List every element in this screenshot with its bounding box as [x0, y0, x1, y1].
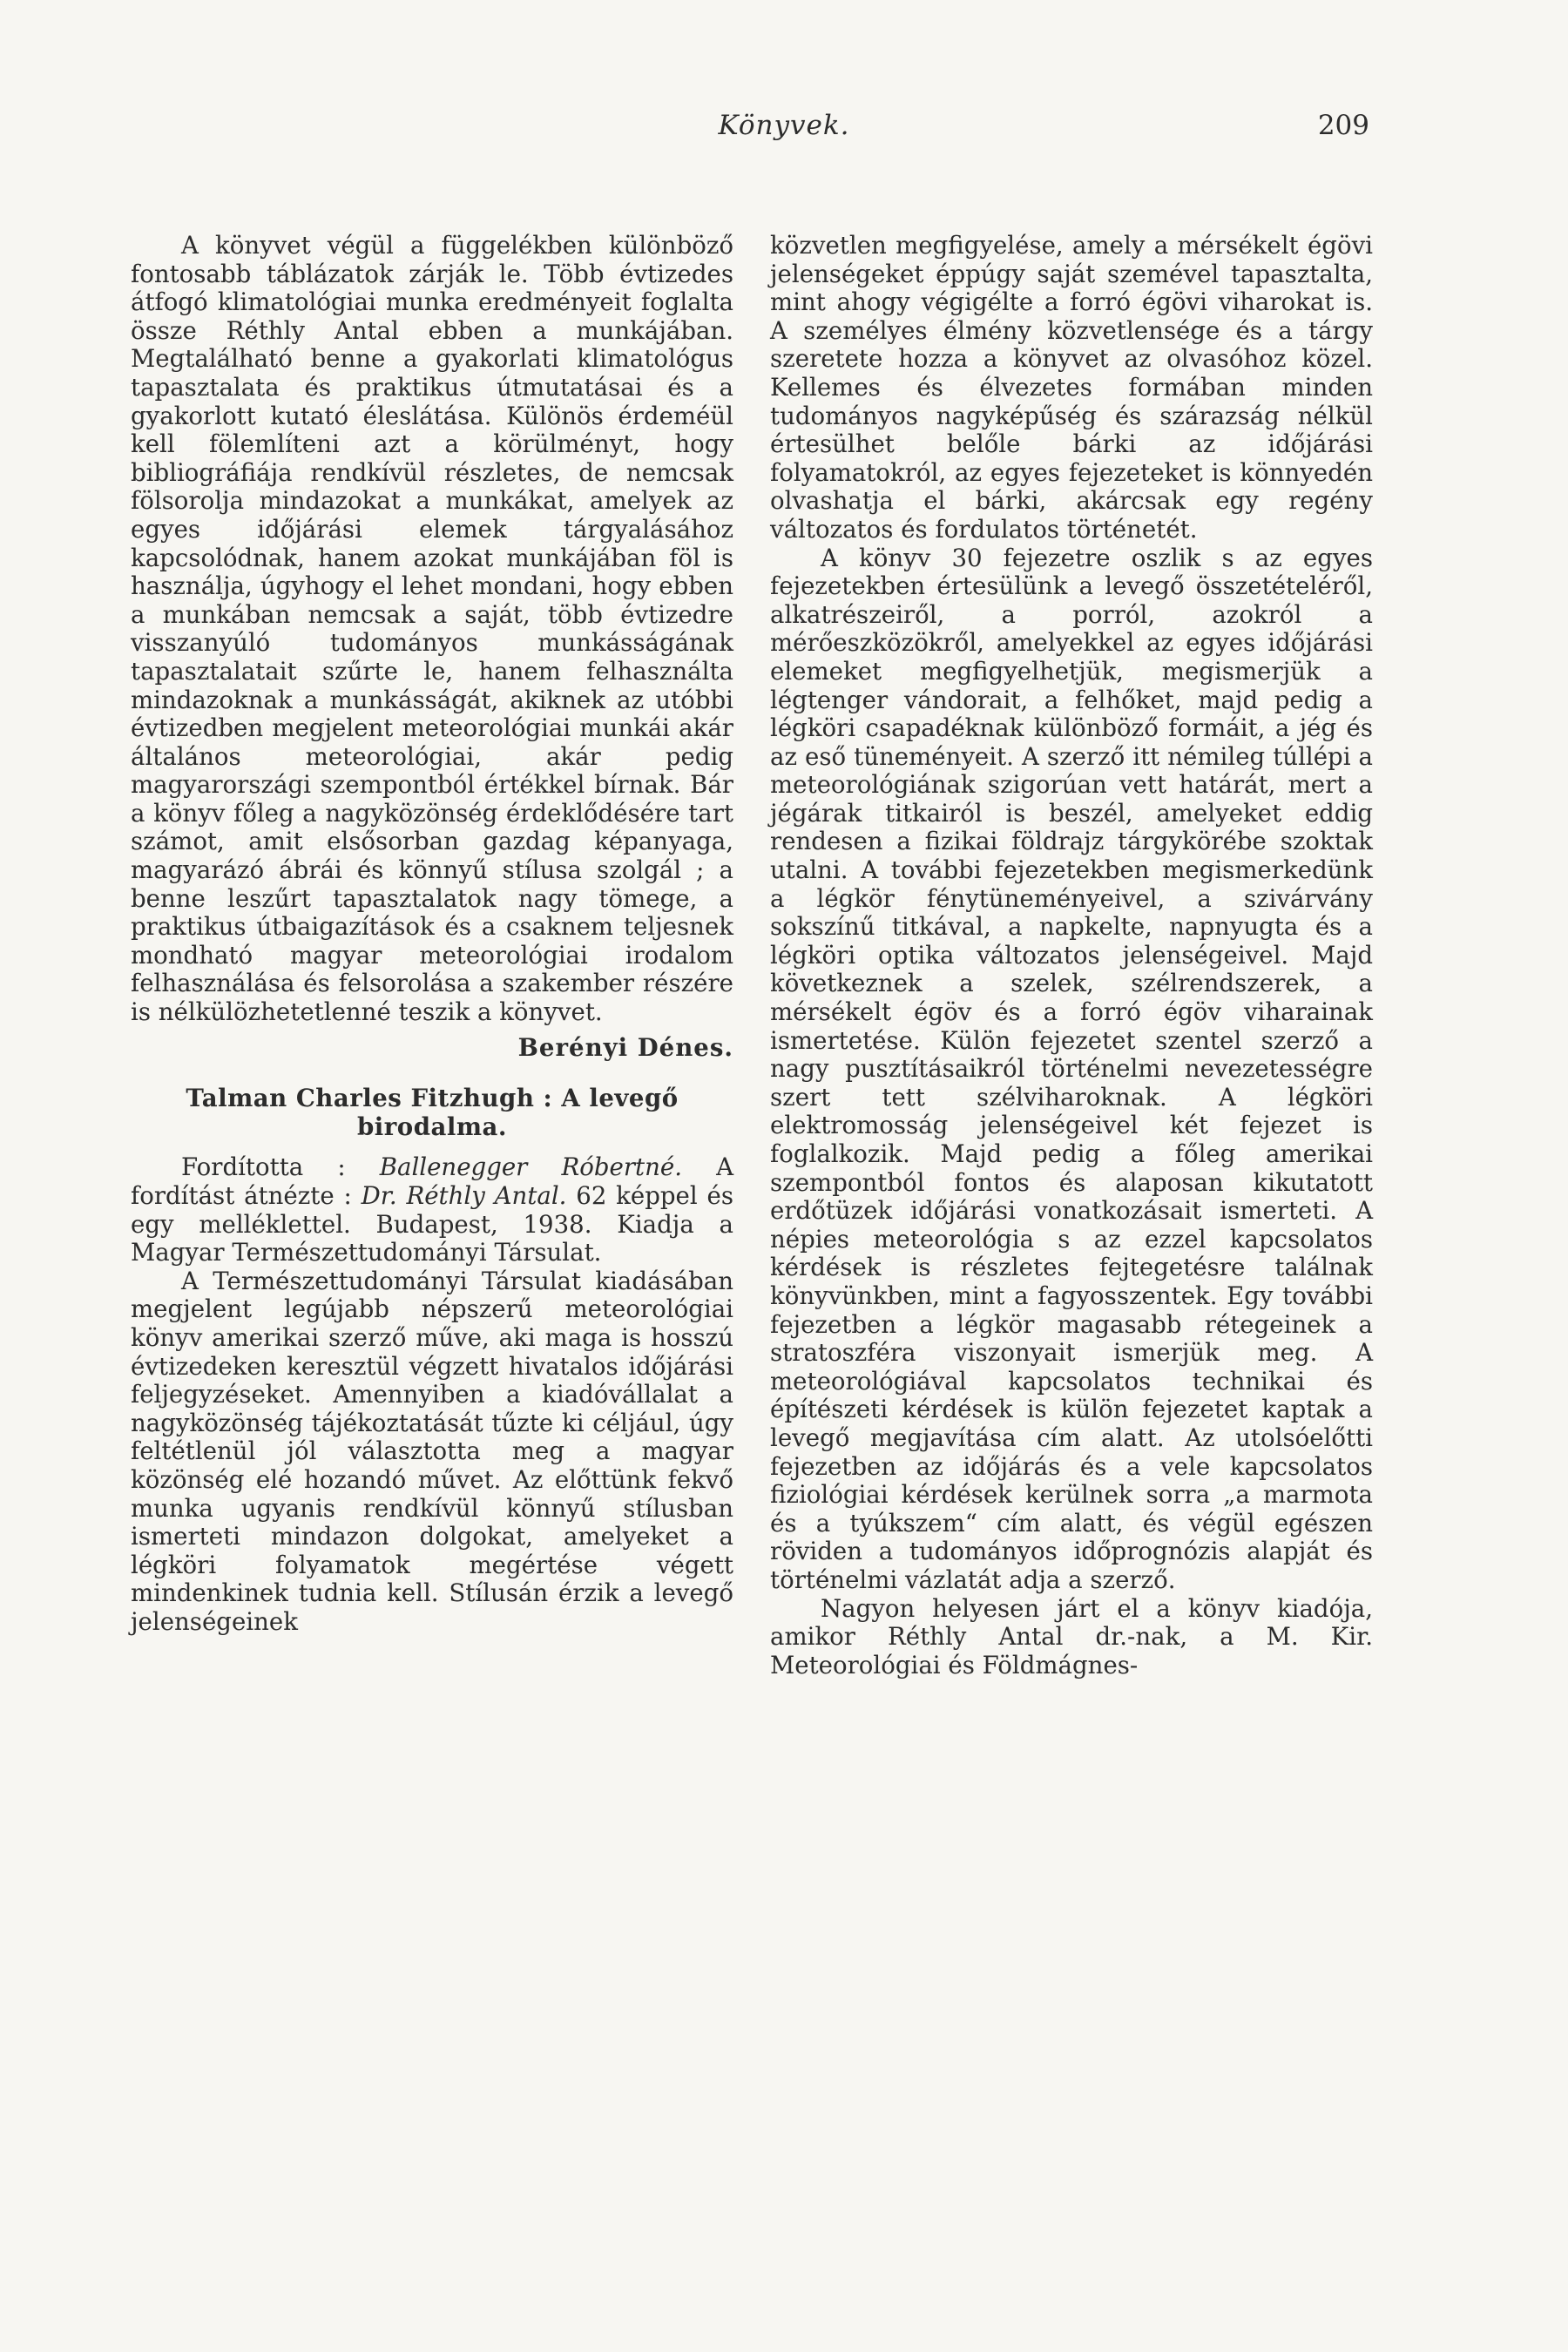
book-title-heading: [131, 1085, 733, 1141]
page-number: 209: [1317, 110, 1369, 141]
left-column: [131, 232, 733, 1637]
review-paragraph-continued: közvetlen megfigyelése, amely a mérsékelt égövi jelenségeket éppúgy saját szemével tapasztalta, mint ahogy végigélte a forró égövi viharokat is. A személyes élmény közvetlensége és a tárgy szeretete hozza a könyvet az olvasóhoz közel. Kellemes és élvezetes formában minden tudományos nagyképűség és szárazság nélkül értesülhet belőle bárki az időjárási folyamatokról, az egyes fejezeteket is könnyedén olvashatja el bárki, akárcsak egy regény változatos és fordulatos történetét.: [770, 231, 1373, 544]
running-title: Könyvek.: [718, 110, 850, 141]
running-head: [0, 110, 1568, 153]
book-title-line-2: birodalma.: [356, 1112, 508, 1141]
review-paragraph-publisher: Nagyon helyesen járt el a könyv kiadója, amikor Réthly Antal dr.-nak, a M. Kir. Meteorológiai és Földmágnes-: [770, 1593, 1373, 1680]
review-closing-paragraph: A könyvet végül a függelékben különböző fontosabb táblázatok zárják le. Több évtizedes átfogó klimatológiai munka eredményeit foglalta össze Réthly Antal ebben a munkájában. Megtalálható benne a gyakorlati klimatológus tapasztalata és praktikus útmutatásai és a gyakorlott kutató éleslátása. Különös érdeméül kell fölemlíteni azt a körülményt, hogy bibliográfiája rendkívül részletes, de nemcsak fölsorolja mindazokat a munkákat, amelyek az egyes időjárási elemek tárgyalásához kapcsolódnak, hanem azokat munkájában föl is használja, úgyhogy el lehet mondani, hogy ebben a munkában nemcsak a saját, több évtizedre visszanyúló tudományos munkásságának tapasztalatait szűrte le, hanem felhasználta mindazoknak a munkásságát, akiknek az utóbbi évtizedben megjelent meteorológiai munkái akár általános meteorológiai, akár pedig magyarországi szempontból értékkel bírnak. Bár a könyv főleg a nagyközönség érdeklődésére tart számot, amit elsősorban gazdag képanyaga, magyarázó ábrái és könnyű stílusa szolgál ; a benne leszűrt tapasztalatok nagy tömege, a praktikus útbaigazítások és a csaknem teljesnek mondható magyar meteorológiai irodalom felhasználása és felsorolása a szakember részére is nélkülözhetetlenné teszik a könyvet.: [131, 231, 733, 1027]
publication-details: 62 képpel és egy melléklettel. Budapest, 1938. Kiadja a Magyar Természettudományi Társulat.: [131, 1181, 733, 1267]
review-paragraph-chapters: A könyv 30 fejezetre oszlik s az egyes fejezetekben értesülünk a levegő összetételéről, alkatrészeiről, a porról, azokról a mérőeszközökről, amelyekkel az egyes időjárási elemeket megfigyelhetjük, megismerjük a légtenger vándorait, a felhőket, majd pedig a légköri csapadéknak különböző formáit, a jég és az eső tüneményeit. A szerző itt némileg túllépi a meteorológiának szigorúan vett határát, mert a jégárak titkairól is beszél, amelyeket eddig rendesen a fizikai földrajz tárgykörébe szoktak utalni. A további fejezetekben megismerkedünk a légkör fénytüneményeivel, a szivárvány sokszínű titkával, a napkelte, napnyugta és a légköri optika változatos jelenségeivel. Majd következnek a szelek, szélrendszerek, a mérsékelt égöv és a forró égöv viharainak ismertetése. Külön fejezetet szentel szerző a nagy pusztításaikról történelmi nevezetességre szert tett szélviharoknak. A légköri elektromosság jelenségeivel két fejezet is foglalkozik. Majd pedig a főleg amerikai szempontból fontos és alaposan kikutatott erdőtüzek időjárási vonatkozásait ismerteti. A népies meteorológia s az ezzel kapcsolatos kérdések is részletes fejtegetésre találnak könyvünkben, mint a fagyosszentek. Egy további fejezetben a légkör magasabb rétegeinek a stratoszféra viszonyait ismerjük meg. A meteorológiával kapcsolatos technikai és építészeti kérdések is külön fejezetet kaptak a levegő megjavítása cím alatt. Az utolsóelőtti fejezetben az időjárás és a vele kapcsolatos fiziológiai kérdések kerülnek sorra „a marmota és a tyúkszem“ cím alatt, és végül egészen röviden a tudományos időprognózis alapját és történelmi vázlatát adja a szerző.: [770, 543, 1373, 1594]
reviewer-label: A fordítást átnézte :: [131, 1152, 733, 1210]
publication-info: [131, 1153, 733, 1267]
review-signature: Berényi Dénes.: [517, 1032, 733, 1062]
book-title-line-1: Talman Charles Fitzhugh : A levegő: [186, 1084, 679, 1113]
reviewer-name: Dr. Réthly Antal.: [361, 1181, 567, 1210]
translator-label: Fordította :: [181, 1152, 346, 1182]
right-column: [770, 232, 1373, 1680]
review-paragraph-intro: A Természettudományi Társulat kiadásában megjelent legújabb népszerű meteorológiai könyv amerikai szerző műve, aki maga is hosszú évtizedeken keresztül végzett hivatalos időjárási feljegyzéseket. Amennyiben a kiadóvállalat a nagyközönség tájékoztatását tűzte ki céljául, úgy feltétlenül jól választotta meg a magyar közönség elé hozandó művet. Az előttünk fekvő munka ugyanis rendkívül könnyű stílusban ismerteti mindazon dolgokat, amelyeket a légköri folyamatok megértése végett mindenkinek tudnia kell. Stílusán érzik a levegő jelenségeinek: [131, 1266, 733, 1636]
translator-name: Ballenegger Róbertné.: [379, 1152, 682, 1182]
